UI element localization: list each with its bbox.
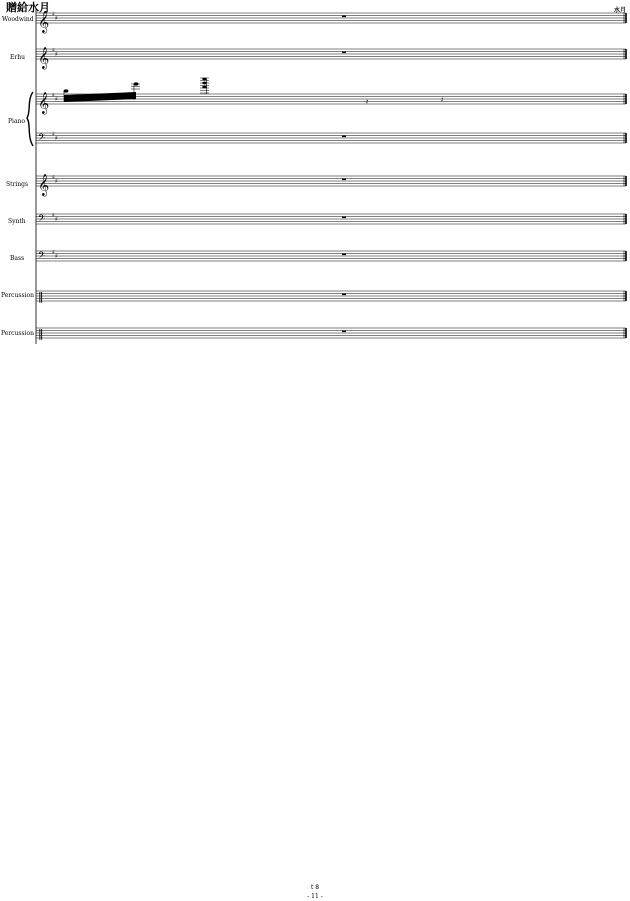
perc-clef-icon: ‖ <box>38 327 44 340</box>
footer-signature: t 8 <box>310 884 320 891</box>
sharp-icon: ♯ <box>55 216 58 223</box>
staff-4 <box>36 174 626 197</box>
sharp-icon: ♯ <box>52 11 55 18</box>
instrument-label-piano: Piano <box>8 118 26 125</box>
staff-6 <box>36 249 626 263</box>
whole-rest-icon <box>342 136 346 138</box>
bass-clef-icon: 𝄢 <box>38 213 46 226</box>
instrument-label-erhu: Erhu <box>10 54 25 61</box>
instrument-label-synth: Synth <box>8 218 26 225</box>
whole-rest-icon <box>342 52 346 54</box>
instrument-label-strings: Strings <box>6 181 29 188</box>
treble-clef-icon: 𝄞 <box>38 174 50 196</box>
bass-clef-icon: 𝄢 <box>38 132 46 145</box>
staff-1 <box>36 47 626 70</box>
score-title: 贈給水月 <box>6 1 50 14</box>
tremolo-beam <box>64 92 136 102</box>
perc-clef-icon: ‖ <box>38 290 44 303</box>
page-number: - 11 - <box>307 893 323 900</box>
treble-clef-icon: 𝄞 <box>38 11 50 33</box>
piano-brace-icon <box>27 92 33 146</box>
sharp-icon: ♯ <box>52 131 55 138</box>
sharp-icon: ♯ <box>52 212 55 219</box>
sharp-icon: ♯ <box>55 96 58 103</box>
whole-rest-icon <box>342 179 346 181</box>
quarter-rest-icon: 𝄽 <box>441 96 444 104</box>
quarter-rest-icon: 𝄽 <box>366 98 369 106</box>
instrument-label-percussion-2: Percussion <box>1 330 34 337</box>
treble-clef-icon: 𝄞 <box>38 92 50 114</box>
staff-3 <box>36 131 626 145</box>
treble-clef-icon: 𝄞 <box>38 47 50 69</box>
instrument-label-woodwind: Woodwind <box>2 16 34 23</box>
sharp-icon: ♯ <box>52 92 55 99</box>
instrument-label-percussion-1: Percussion <box>1 292 34 299</box>
staff-0 <box>36 11 626 34</box>
sharp-icon: ♯ <box>55 51 58 58</box>
staff-7 <box>36 290 626 303</box>
whole-rest-icon <box>342 254 346 256</box>
note-head <box>202 78 206 81</box>
whole-rest-icon <box>342 16 346 18</box>
staves <box>27 11 626 340</box>
bass-clef-icon: 𝄢 <box>38 250 46 263</box>
sharp-icon: ♯ <box>52 47 55 54</box>
sharp-icon: ♯ <box>55 178 58 185</box>
note-head <box>202 86 206 89</box>
sharp-icon: ♯ <box>52 249 55 256</box>
corner-mark: 水月 <box>613 7 626 14</box>
whole-rest-icon <box>342 331 346 333</box>
sharp-icon: ♯ <box>55 15 58 22</box>
whole-rest-icon <box>342 217 346 219</box>
instrument-label-bass: Bass <box>10 255 25 262</box>
note-head <box>64 89 69 92</box>
note-head <box>202 82 206 85</box>
sharp-icon: ♯ <box>55 253 58 260</box>
sharp-icon: ♯ <box>52 174 55 181</box>
staff-8 <box>36 327 626 340</box>
sharp-icon: ♯ <box>55 135 58 142</box>
whole-rest-icon <box>342 294 346 296</box>
staff-5 <box>36 212 626 226</box>
